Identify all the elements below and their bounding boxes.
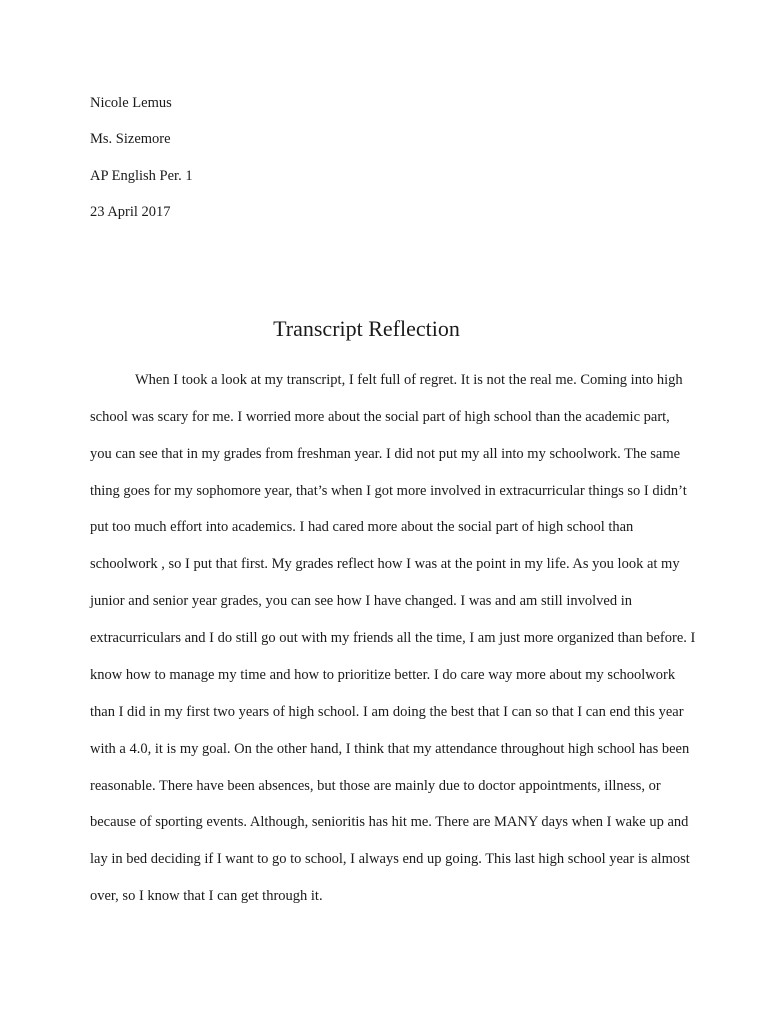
document-title: Transcript Reflection (273, 316, 460, 341)
essay-line: because of sporting events. Although, senioritis has hit me. There are MANY days when I wake up and (90, 814, 689, 830)
essay-line: When I took a look at my transcript, I felt full of regret. It is not the real me. Coming into high (135, 372, 683, 388)
essay-line: school was scary for me. I worried more about the social part of high school than the academic part, (90, 409, 670, 425)
essay-line: junior and senior year grades, you can see how I have changed. I was and am still involved in (90, 593, 632, 609)
student-name: Nicole Lemus (90, 95, 172, 111)
essay-line: with a 4.0, it is my goal. On the other hand, I think that my attendance throughout high school has been (90, 741, 690, 757)
essay-line: you can see that in my grades from freshman year. I did not put my all into my schoolwork. The same (90, 446, 681, 462)
essay-line: over, so I know that I can get through it. (90, 888, 323, 904)
essay-line: know how to manage my time and how to prioritize better. I do care way more about my schoolwork (90, 667, 676, 683)
essay-line: reasonable. There have been absences, but those are mainly due to doctor appointments, illness, or (90, 778, 661, 794)
essay-line: thing goes for my sophomore year, that’s when I got more involved in extracurricular things so I didn’t (90, 483, 687, 499)
teacher-name: Ms. Sizemore (90, 131, 171, 147)
essay-line: extracurriculars and I do still go out with my friends all the time, I am just more organized than before. I (90, 630, 696, 646)
document-date: 23 April 2017 (90, 204, 171, 220)
essay-line: than I did in my first two years of high school. I am doing the best that I can so that I can end this year (90, 704, 684, 720)
essay-line: schoolwork , so I put that first. My grades reflect how I was at the point in my life. As you look at my (90, 556, 680, 572)
essay-line: lay in bed deciding if I want to go to school, I always end up going. This last high school year is almost (90, 851, 690, 867)
essay-line: put too much effort into academics. I had cared more about the social part of high school than (90, 519, 634, 535)
course-name: AP English Per. 1 (90, 168, 193, 184)
